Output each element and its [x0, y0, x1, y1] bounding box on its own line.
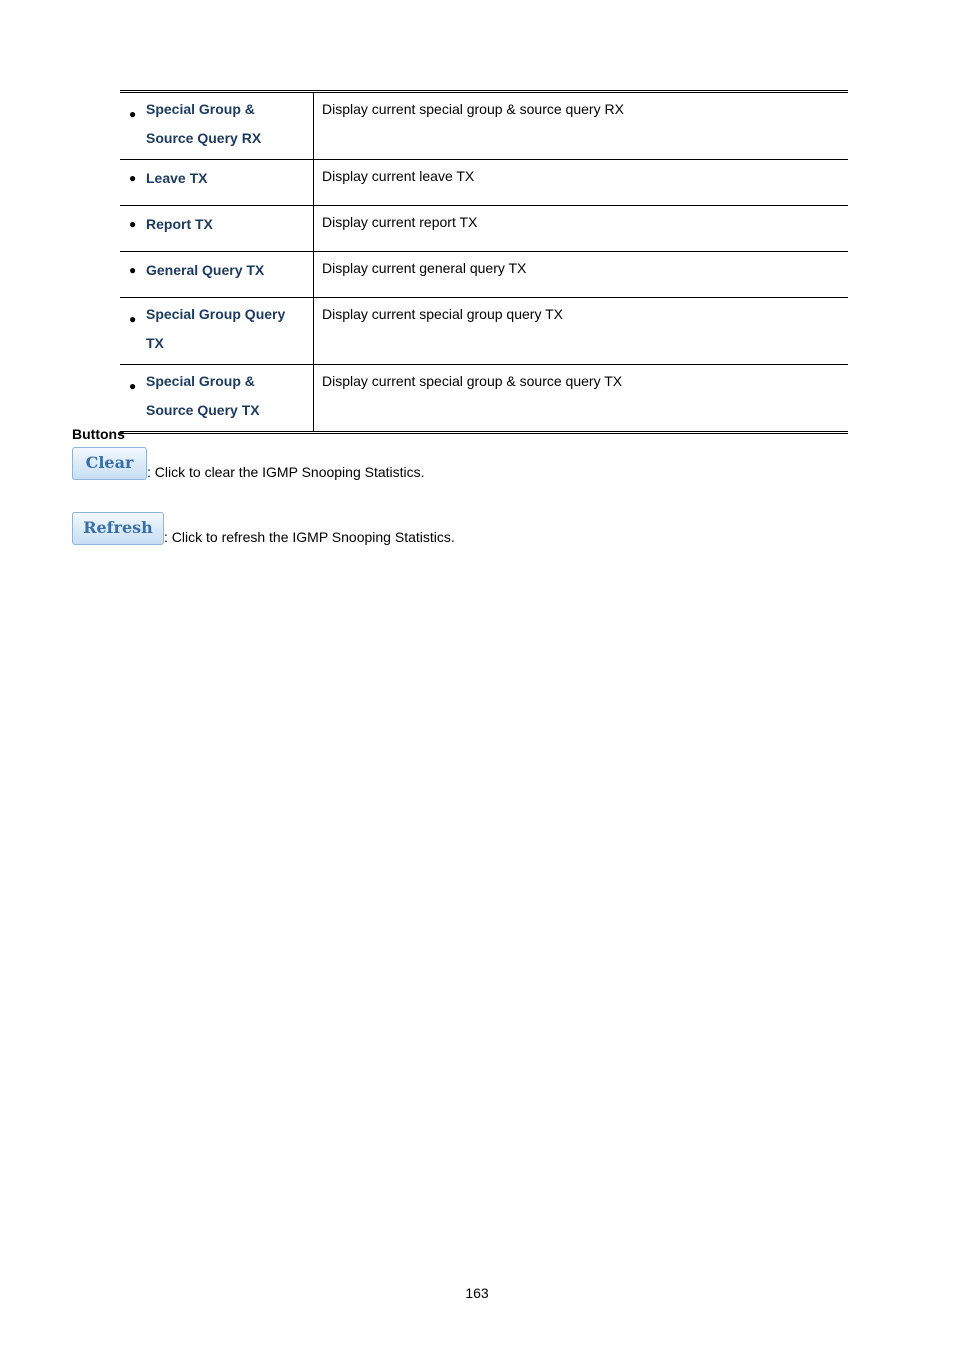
parameter-name-line: Special Group Query: [146, 306, 286, 322]
clear-button-description: : Click to clear the IGMP Snooping Statistics.: [147, 464, 425, 480]
refresh-button-description: : Click to refresh the IGMP Snooping Statistics.: [164, 529, 455, 545]
parameter-name-cell: [120, 206, 314, 252]
clear-button[interactable]: Clear: [72, 447, 147, 480]
parameter-name-line: Special Group &: [146, 101, 255, 117]
parameter-name-cell: [120, 252, 314, 298]
parameter-description: Display current special group & source query RX: [314, 92, 849, 160]
parameter-name-line: Source Query TX: [146, 402, 260, 418]
bullet-icon: ●: [129, 107, 137, 121]
parameter-description: Display current special group & source query TX: [322, 373, 623, 389]
parameter-name-cell: [120, 365, 314, 433]
parameter-name-line: Report TX: [146, 216, 213, 232]
parameter-description: Display current report TX: [314, 206, 849, 252]
clear-button-row: [72, 447, 425, 480]
table-row: [120, 160, 848, 206]
table-row: [120, 206, 848, 252]
parameter-description: Display current special group query TX: [314, 298, 849, 365]
page-number: 163: [465, 1285, 489, 1301]
refresh-button[interactable]: Refresh: [72, 512, 164, 545]
parameter-description: Display current general query TX: [314, 252, 849, 298]
parameter-name-cell: [120, 92, 314, 160]
bullet-icon: ●: [129, 217, 137, 231]
table-row: [120, 365, 848, 433]
table-row: [120, 252, 848, 298]
parameter-name-line: Special Group &: [146, 373, 255, 389]
table-row: [120, 92, 848, 160]
table-row: [120, 298, 848, 365]
bullet-icon: ●: [129, 312, 137, 326]
buttons-heading: Buttons: [72, 426, 125, 442]
refresh-button-row: [72, 512, 455, 545]
bullet-icon: ●: [129, 171, 137, 185]
parameter-name-line: General Query TX: [146, 262, 265, 278]
parameter-name-line: Leave TX: [146, 170, 208, 186]
parameter-description: Display current leave TX: [314, 160, 849, 206]
bullet-icon: ●: [129, 263, 137, 277]
parameter-table: [120, 90, 848, 434]
parameter-name-line: TX: [146, 335, 164, 351]
parameter-name-line: Source Query RX: [146, 130, 262, 146]
parameter-name-cell: [120, 160, 314, 206]
parameter-name-cell: [120, 298, 314, 365]
bullet-icon: ●: [129, 379, 137, 393]
